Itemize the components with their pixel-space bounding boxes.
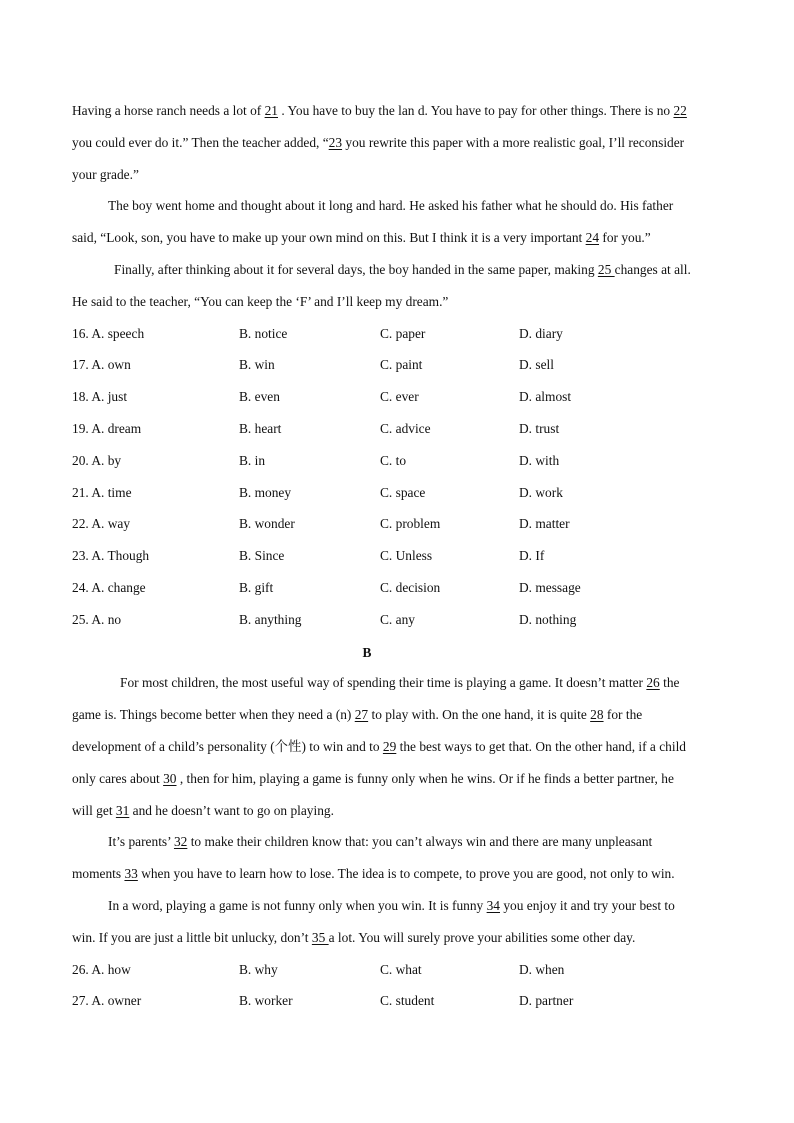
option-b: B. even <box>239 389 280 404</box>
option-c: C. problem <box>380 516 441 531</box>
text-span: said, “Look, son, you have to make up your own mind on this. But I think it is a very important <box>72 230 586 245</box>
passage-a-line-6 <box>72 261 774 279</box>
question-row <box>72 356 732 374</box>
option-c: C. paper <box>380 326 426 341</box>
option-a: 18. A. just <box>72 389 128 404</box>
blank-31: 31 <box>115 803 130 818</box>
option-a: 19. A. dream <box>72 421 142 436</box>
question-row <box>72 579 732 597</box>
option-a: 16. A. speech <box>72 326 145 341</box>
option-c: C. to <box>380 453 407 468</box>
option-a: 26. A. how <box>72 962 131 977</box>
text-span: a lot. You will surely prove your abilities some other day. <box>328 930 636 945</box>
question-row <box>72 961 732 979</box>
passage-b-line-2 <box>72 706 732 724</box>
text-span: moments <box>72 866 125 881</box>
passage-b-line-9 <box>72 929 732 947</box>
blank-30: 30 <box>163 771 177 786</box>
blank-29: 29 <box>382 739 397 754</box>
option-b: B. money <box>239 485 292 500</box>
option-c: C. decision <box>380 580 441 595</box>
option-b: B. notice <box>239 326 288 341</box>
text-span: Finally, after thinking about it for several days, the boy handed in the same paper, making <box>114 262 598 277</box>
option-d: D. almost <box>519 389 572 404</box>
blank-25: 25 <box>597 262 615 277</box>
option-a: 23. A. Though <box>72 548 150 563</box>
text-span: changes at all. <box>614 262 691 277</box>
blank-28: 28 <box>590 707 604 722</box>
question-row <box>72 515 732 533</box>
option-b: B. Since <box>239 548 285 563</box>
text-span: and he doesn’t want to go on playing. <box>129 803 334 818</box>
text-span: when you have to learn how to lose. The idea is to compete, to prove you are good, not only to win. <box>137 866 675 881</box>
option-d: D. message <box>519 580 581 595</box>
question-row <box>72 547 732 565</box>
option-d: D. nothing <box>519 612 577 627</box>
option-d: D. work <box>519 485 563 500</box>
blank-21: 21 <box>264 103 278 118</box>
option-d: D. sell <box>519 357 554 372</box>
passage-a-line-5 <box>72 229 732 247</box>
passage-a-line-3: your grade.” <box>72 167 139 182</box>
question-row <box>72 325 732 343</box>
text-span: to make their children know that: you can’t always win and there are many unpleasant <box>187 834 653 849</box>
option-d: D. when <box>519 962 565 977</box>
section-heading: B <box>362 645 372 660</box>
option-c: C. any <box>380 612 415 627</box>
text-span: for you.” <box>599 230 651 245</box>
text-span: the best ways to get that. On the other hand, if a child <box>396 739 686 754</box>
text-span: , then for him, playing a game is funny only when he wins. Or if he finds a better partner, he <box>176 771 674 786</box>
text-span: For most children, the most useful way of spending their time is playing a game. It doesn’t matter <box>120 675 647 690</box>
passage-b-line-8 <box>72 897 768 915</box>
option-b: B. heart <box>239 421 282 436</box>
option-a: 22. A. way <box>72 516 131 531</box>
option-b: B. why <box>239 962 278 977</box>
passage-a-line-7: He said to the teacher, “You can keep the ‘F’ and I’ll keep my dream.” <box>72 294 449 309</box>
passage-a-line-1 <box>72 102 732 120</box>
option-d: D. partner <box>519 993 574 1008</box>
option-a: 20. A. by <box>72 453 122 468</box>
option-b: B. wonder <box>239 516 295 531</box>
text-span: game is. Things become better when they need a (n) <box>72 707 355 722</box>
text-span: will get <box>72 803 116 818</box>
blank-23: 23 <box>328 135 343 150</box>
option-a: 25. A. no <box>72 612 122 627</box>
blank-33: 33 <box>124 866 138 881</box>
option-b: B. worker <box>239 993 293 1008</box>
text-span: win. If you are just a little bit unlucky, don’t <box>72 930 312 945</box>
text-span: . You have to buy the lan d. You have to pay for other things. There is no <box>278 103 674 118</box>
blank-32: 32 <box>173 834 188 849</box>
passage-b-line-3 <box>72 738 732 756</box>
option-b: B. win <box>239 357 275 372</box>
option-a: 21. A. time <box>72 485 132 500</box>
option-c: C. ever <box>380 389 419 404</box>
passage-b-line-1 <box>72 674 780 692</box>
option-b: B. anything <box>239 612 302 627</box>
question-row <box>72 420 732 438</box>
text-span: In a word, playing a game is not funny only when you win. It is funny <box>108 898 487 913</box>
option-c: C. space <box>380 485 426 500</box>
passage-a-line-4: The boy went home and thought about it long and hard. He asked his father what he should do. His father <box>108 198 674 213</box>
passage-a-line-2 <box>72 134 732 152</box>
option-b: B. in <box>239 453 266 468</box>
option-c: C. what <box>380 962 422 977</box>
option-d: D. matter <box>519 516 570 531</box>
option-b: B. gift <box>239 580 274 595</box>
text-span: for the <box>603 707 643 722</box>
question-row <box>72 992 732 1010</box>
text-span: you could ever do it.” Then the teacher added, “ <box>72 135 329 150</box>
text-span: development of a child’s personality (个性) to win and to <box>72 739 383 754</box>
text-span: you rewrite this paper with a more realistic goal, I’ll reconsider <box>342 135 685 150</box>
text-span: only cares about <box>72 771 164 786</box>
passage-b-line-6 <box>72 833 768 851</box>
text-span: Having a horse ranch needs a lot of <box>72 103 265 118</box>
passage-b-line-4 <box>72 770 732 788</box>
option-c: C. advice <box>380 421 431 436</box>
text-span: It’s parents’ <box>108 834 174 849</box>
question-row <box>72 452 732 470</box>
blank-26: 26 <box>646 675 660 690</box>
option-a: 27. A. owner <box>72 993 142 1008</box>
blank-22: 22 <box>673 103 687 118</box>
option-d: D. with <box>519 453 560 468</box>
option-c: C. Unless <box>380 548 433 563</box>
blank-24: 24 <box>585 230 600 245</box>
option-c: C. paint <box>380 357 423 372</box>
option-d: D. diary <box>519 326 563 341</box>
question-row <box>72 611 732 629</box>
question-row <box>72 388 732 406</box>
blank-35: 35 <box>311 930 329 945</box>
question-row <box>72 484 732 502</box>
passage-b-line-7 <box>72 865 732 883</box>
option-c: C. student <box>380 993 435 1008</box>
blank-27: 27 <box>354 707 369 722</box>
option-d: D. If <box>519 548 545 563</box>
option-d: D. trust <box>519 421 560 436</box>
option-a: 24. A. change <box>72 580 146 595</box>
passage-b-line-5 <box>72 802 732 820</box>
blank-34: 34 <box>486 898 500 913</box>
option-a: 17. A. own <box>72 357 131 372</box>
text-span: you enjoy it and try your best to <box>500 898 675 913</box>
text-span: the <box>659 675 680 690</box>
text-span: to play with. On the one hand, it is quite <box>368 707 591 722</box>
